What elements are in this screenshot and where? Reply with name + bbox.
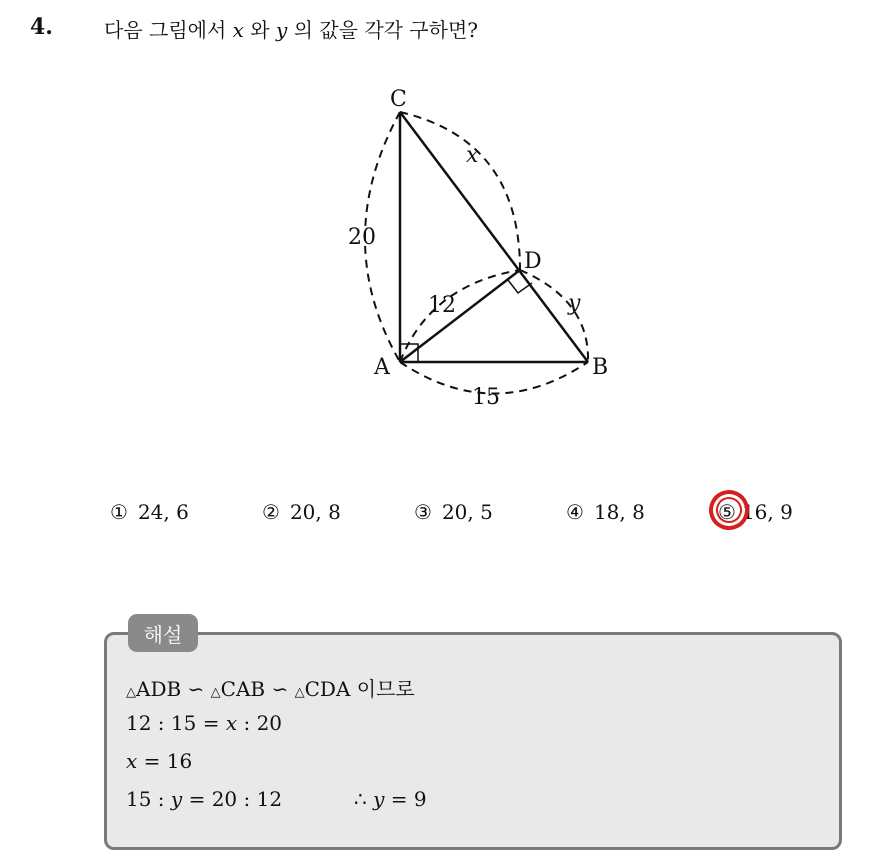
triangle-icon: △ xyxy=(210,685,221,700)
triangle-cab: CAB xyxy=(220,677,266,701)
choice-4[interactable] xyxy=(566,500,645,524)
choice-3-mark: ③ xyxy=(414,500,432,524)
choice-2[interactable] xyxy=(262,500,341,524)
variable-y: y xyxy=(275,18,288,42)
line3-right: = 16 xyxy=(137,749,193,773)
solution-line-1 xyxy=(126,673,415,702)
point-d-label: D xyxy=(524,249,542,274)
solution-line-4 xyxy=(126,787,282,811)
label-ab: 15 xyxy=(472,385,500,410)
choice-1-value: 24, 6 xyxy=(137,500,189,524)
point-b-label: B xyxy=(592,355,609,380)
label-cd: x xyxy=(466,143,479,168)
segment-cb xyxy=(400,112,588,362)
point-c-label: C xyxy=(390,87,407,112)
answer-circle-mark xyxy=(703,484,754,535)
triangle-icon: △ xyxy=(126,685,136,700)
choice-1-mark: ① xyxy=(110,500,128,524)
question-text-part1: 다음 그림에서 xyxy=(104,18,233,42)
therefore-symbol: ∴ xyxy=(354,787,374,811)
choice-5-value: 16, 9 xyxy=(741,500,793,524)
similar-symbol-2: ∽ xyxy=(271,677,289,701)
choice-5-mark: ⑤ xyxy=(718,500,736,524)
solution-box xyxy=(104,632,842,850)
choice-3-value: 20, 5 xyxy=(441,500,493,524)
line2-var: x xyxy=(225,711,238,735)
question-text-part3: 의 값을 각각 구하면? xyxy=(287,18,478,42)
solution-line-2 xyxy=(126,711,282,735)
question-number: 4. xyxy=(30,14,53,40)
similar-symbol-1: ∽ xyxy=(187,677,205,701)
question-text-part2: 와 xyxy=(243,18,276,42)
line4-var: y xyxy=(170,787,183,811)
label-ac: 20 xyxy=(348,225,376,250)
choice-3[interactable] xyxy=(414,500,493,524)
choice-4-value: 18, 8 xyxy=(593,500,645,524)
line4-result: = 9 xyxy=(384,787,427,811)
choice-1[interactable] xyxy=(110,500,189,524)
label-ad: 12 xyxy=(428,293,456,318)
variable-x: x xyxy=(232,18,244,42)
line2-right: : 20 xyxy=(237,711,283,735)
choice-4-mark: ④ xyxy=(566,500,584,524)
solution-tab: 해설 xyxy=(128,614,198,652)
triangle-cda: CDA xyxy=(304,677,351,701)
line4-right: = 20 : 12 xyxy=(182,787,283,811)
solution-line-4-result xyxy=(354,787,427,811)
solution-line-3 xyxy=(126,749,192,773)
line4-var2: y xyxy=(373,787,385,811)
label-db: y xyxy=(568,291,581,316)
line2-left: 12 : 15 = xyxy=(126,711,226,735)
line4-left: 15 : xyxy=(126,787,171,811)
triangle-icon: △ xyxy=(294,685,305,700)
choice-2-mark: ② xyxy=(262,500,280,524)
solution-suffix: 이므로 xyxy=(350,677,415,701)
point-a-label: A xyxy=(374,355,390,380)
line3-var: x xyxy=(126,749,138,773)
choice-2-value: 20, 8 xyxy=(289,500,341,524)
triangle-adb: ADB xyxy=(136,677,182,701)
